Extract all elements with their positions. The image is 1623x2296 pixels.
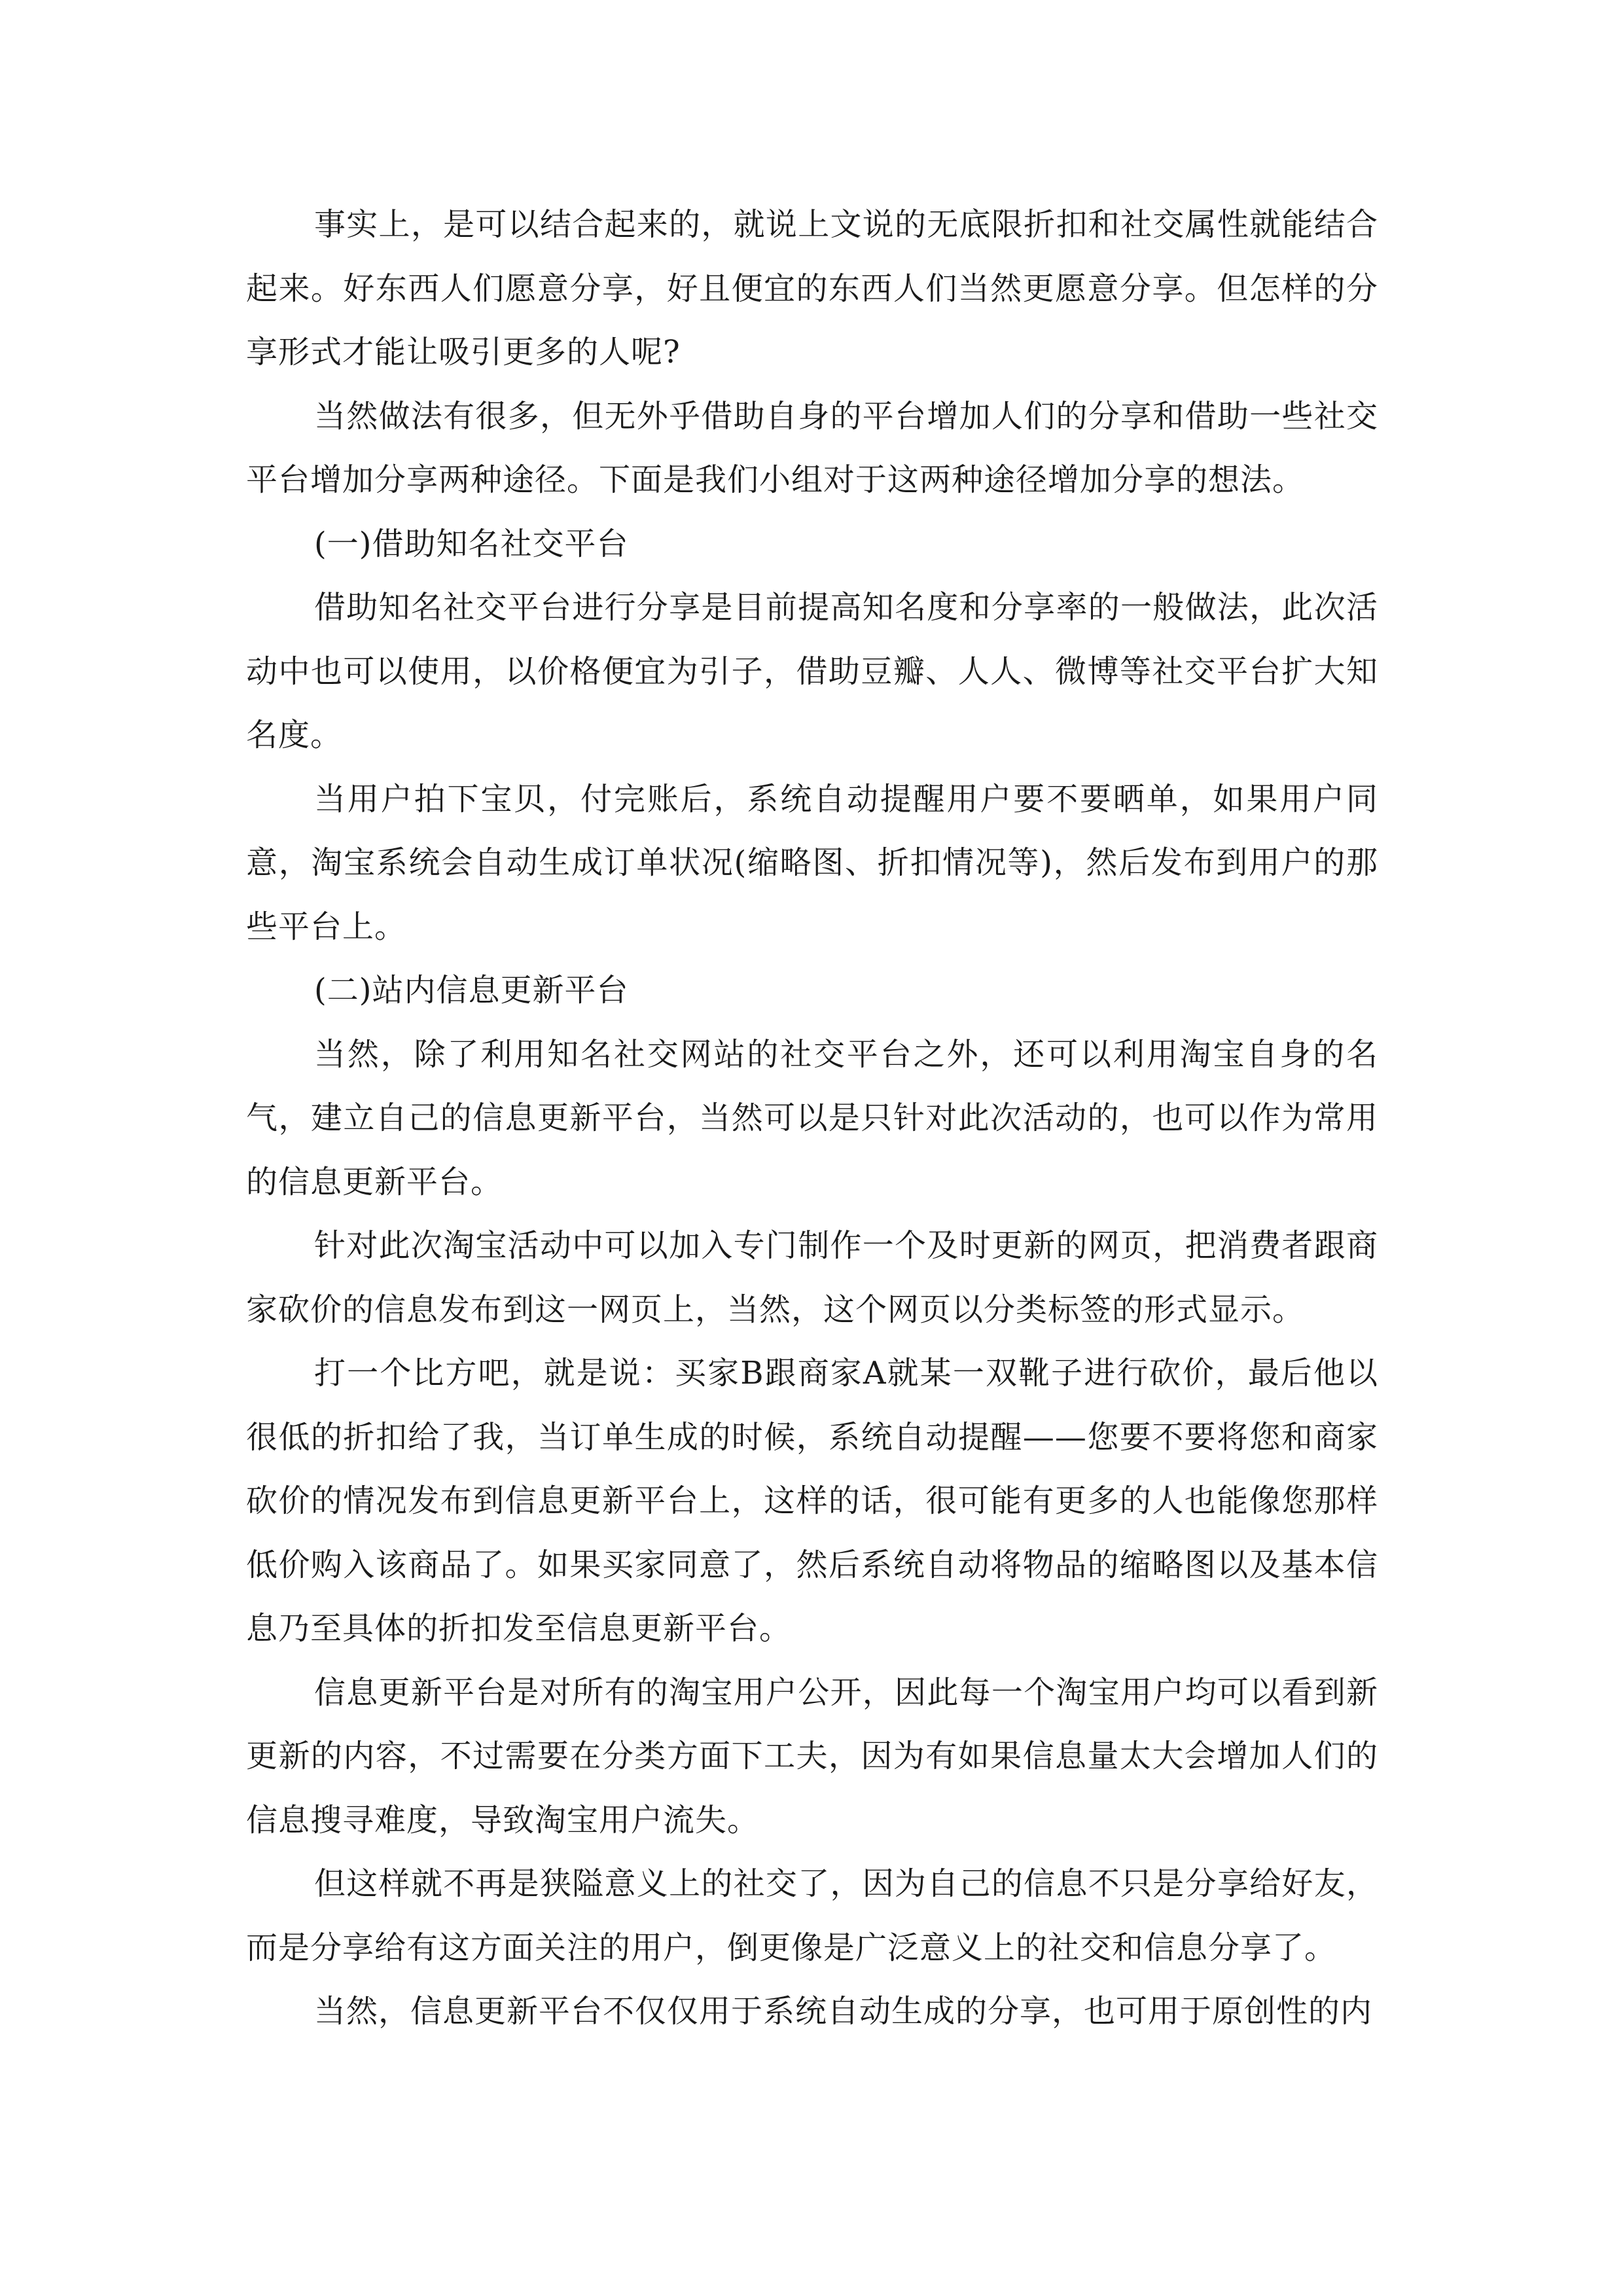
paragraph-2: 当然做法有很多，但无外乎借助自身的平台增加人们的分享和借助一些社交平台增加分享两种途径。下面是我们小组对于这两种途径增加分享的想法。: [246, 397, 1378, 498]
paragraph-9: 但这样就不再是狭隘意义上的社交了，因为自己的信息不只是分享给好友，而是分享给有这方面关注的用户，倒更像是广泛意义上的社交和信息分享了。: [246, 1865, 1378, 1966]
paragraph-5: 当然，除了利用知名社交网站的社交平台之外，还可以利用淘宝自身的名气，建立自己的信息更新平台，当然可以是只针对此次活动的，也可以作为常用的信息更新平台。: [246, 1035, 1378, 1200]
section-heading-1: (一)借助知名社交平台: [314, 525, 629, 562]
document-body: [246, 193, 1378, 2044]
paragraph-10: 当然，信息更新平台不仅仅用于系统自动生成的分享，也可用于原创性的内: [314, 1993, 1373, 2030]
paragraph-6: 针对此次淘宝活动中可以加入专门制作一个及时更新的网页，把消费者跟商家砍价的信息发布到这一网页上，当然，这个网页以分类标签的形式显示。: [246, 1227, 1378, 1328]
paragraph-4: 当用户拍下宝贝，付完账后，系统自动提醒用户要不要晒单，如果用户同意，淘宝系统会自动生成订单状况(缩略图、折扣情况等)，然后发布到用户的那些平台上。: [246, 780, 1378, 945]
section-heading-2: (二)站内信息更新平台: [314, 972, 629, 1009]
paragraph-8: 信息更新平台是对所有的淘宝用户公开，因此每一个淘宝用户均可以看到新更新的内容，不过需要在分类方面下工夫，因为有如果信息量太大会增加人们的信息搜寻难度，导致淘宝用户流失。: [246, 1674, 1378, 1839]
paragraph-1: 事实上，是可以结合起来的，就说上文说的无底限折扣和社交属性就能结合起来。好东西人们愿意分享，好且便宜的东西人们当然更愿意分享。但怎样的分享形式才能让吸引更多的人呢?: [246, 206, 1378, 370]
paragraph-3: 借助知名社交平台进行分享是目前提高知名度和分享率的一般做法，此次活动中也可以使用，以价格便宜为引子，借助豆瓣、人人、微博等社交平台扩大知名度。: [246, 589, 1378, 753]
paragraph-7: 打一个比方吧，就是说：买家B跟商家A就某一双靴子进行砍价，最后他以很低的折扣给了我，当订单生成的时候，系统自动提醒——您要不要将您和商家砍价的情况发布到信息更新平台上，这样的话，很可能有更多的人也能像您那样低价购入该商品了。如果买家同意了，然后系统自动将物品的缩略图以及基本信息乃至具体的折扣发至信息更新平台。: [246, 1355, 1378, 1647]
